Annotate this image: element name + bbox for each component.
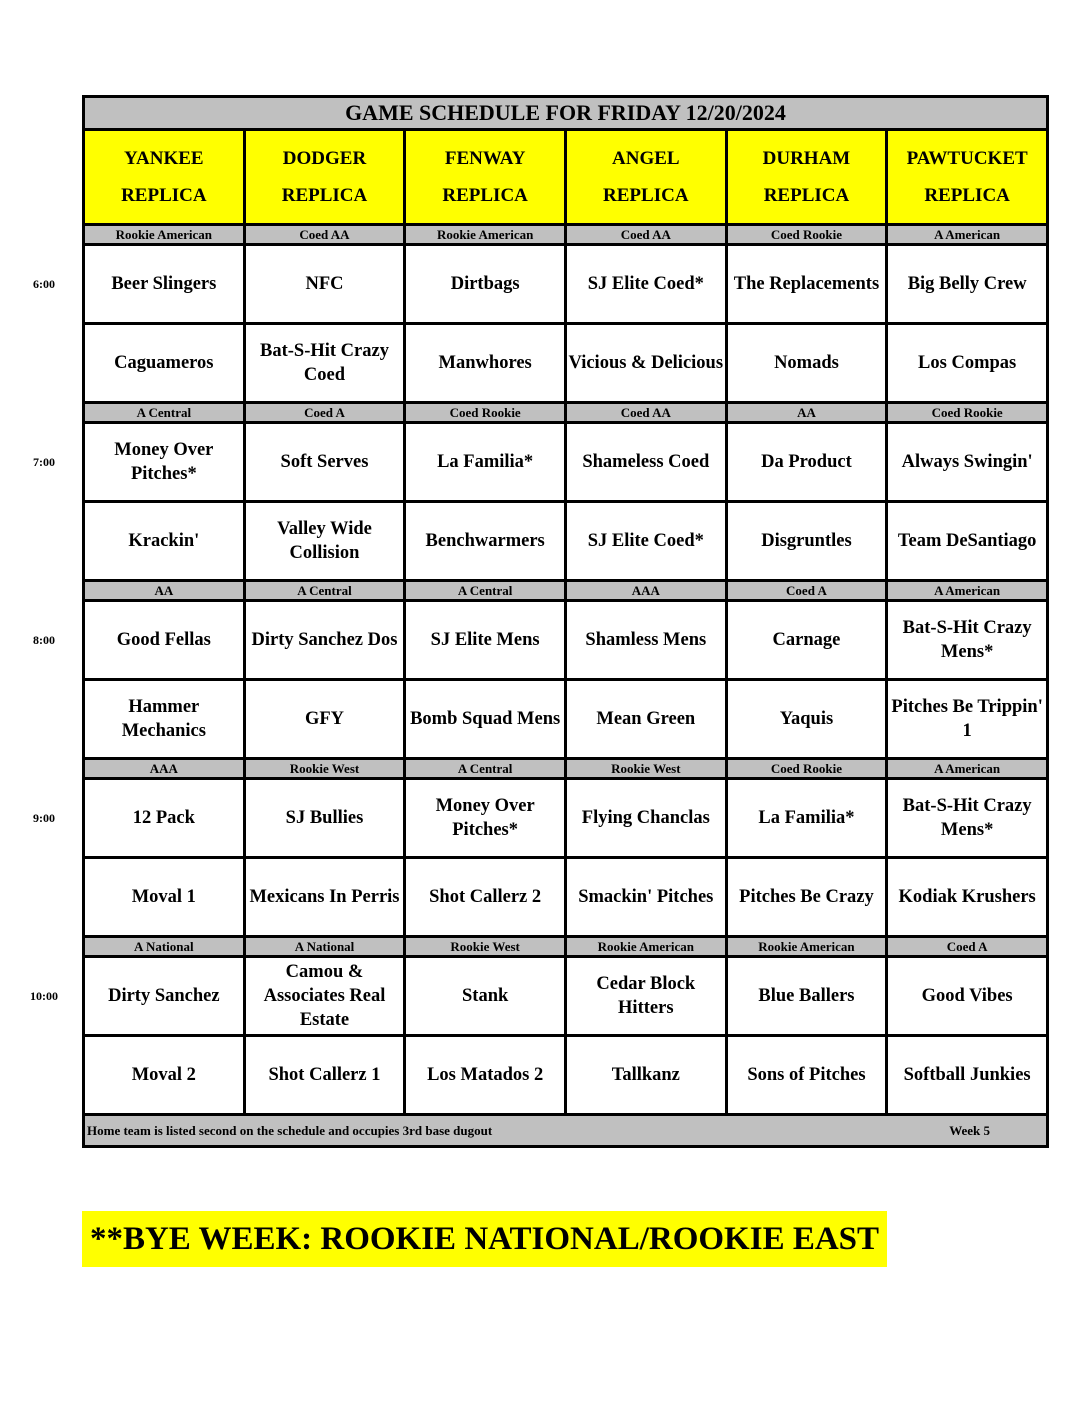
division-label: Rookie West: [244, 759, 405, 779]
home-team: Kodiak Krushers: [887, 858, 1048, 937]
division-label: Coed Rookie: [726, 225, 887, 245]
away-team: NFC: [244, 245, 405, 324]
division-label: Coed AA: [244, 225, 405, 245]
away-team: SJ Bullies: [244, 779, 405, 858]
field-header: [84, 130, 245, 225]
week-label: Week 5: [949, 1122, 990, 1138]
division-label: A Central: [244, 581, 405, 601]
field-name: PAWTUCKET: [906, 148, 1028, 169]
home-team: Mean Green: [565, 680, 726, 759]
away-team: Always Swingin': [887, 423, 1048, 502]
time-label: 6:00: [33, 277, 55, 291]
field-name: FENWAY: [444, 148, 526, 169]
division-label: Rookie American: [726, 937, 887, 957]
footer-cell: [84, 1115, 1048, 1147]
time-label: 7:00: [33, 455, 55, 469]
division-label: A Central: [84, 403, 245, 423]
time-label: 8:00: [33, 633, 55, 647]
division-label: Coed A: [726, 581, 887, 601]
home-team: SJ Elite Coed*: [565, 502, 726, 581]
home-team: Shot Callerz 1: [244, 1036, 405, 1115]
time-label: 9:00: [33, 811, 55, 825]
home-team: Smackin' Pitches: [565, 858, 726, 937]
home-team: Los Compas: [887, 324, 1048, 403]
away-team: Bat-S-Hit Crazy Mens*: [887, 779, 1048, 858]
away-team-row: [84, 957, 1048, 1036]
home-team: Moval 1: [84, 858, 245, 937]
home-team: Manwhores: [405, 324, 566, 403]
home-team: Moval 2: [84, 1036, 245, 1115]
division-row: [84, 225, 1048, 245]
home-team-row: [84, 1036, 1048, 1115]
time-label: 10:00: [30, 989, 58, 1003]
division-label: Rookie West: [405, 937, 566, 957]
away-team: 12 Pack: [84, 779, 245, 858]
away-team: Dirty Sanchez Dos: [244, 601, 405, 680]
away-team: Shamless Mens: [565, 601, 726, 680]
field-header: [887, 130, 1048, 225]
away-team-row: [84, 779, 1048, 858]
away-team-row: [84, 601, 1048, 680]
away-team: Money Over Pitches*: [84, 423, 245, 502]
away-team: The Replacements: [726, 245, 887, 324]
division-label: AA: [726, 403, 887, 423]
home-team: Valley Wide Collision: [244, 502, 405, 581]
field-header: [726, 130, 887, 225]
footer-note: Home team is listed second on the schedule and occupies 3rd base dugout: [87, 1122, 493, 1138]
away-team: Good Vibes: [887, 957, 1048, 1036]
away-team: Camou & Associates Real Estate: [244, 957, 405, 1036]
away-team: Cedar Block Hitters: [565, 957, 726, 1036]
away-team: Da Product: [726, 423, 887, 502]
home-team: Hammer Mechanics: [84, 680, 245, 759]
field-header: [405, 130, 566, 225]
away-team: Big Belly Crew: [887, 245, 1048, 324]
home-team-row: [84, 502, 1048, 581]
field-sub: REPLICA: [924, 185, 1010, 206]
division-label: Coed Rookie: [726, 759, 887, 779]
home-team: Vicious & Delicious: [565, 324, 726, 403]
away-team: SJ Elite Coed*: [565, 245, 726, 324]
page-title: GAME SCHEDULE FOR FRIDAY 12/20/2024: [84, 97, 1048, 130]
away-team: Shameless Coed: [565, 423, 726, 502]
division-label: AAA: [84, 759, 245, 779]
division-label: Rookie American: [565, 937, 726, 957]
home-team: Softball Junkies: [887, 1036, 1048, 1115]
home-team: Shot Callerz 2: [405, 858, 566, 937]
away-team: Beer Slingers: [84, 245, 245, 324]
field-sub: REPLICA: [603, 185, 689, 206]
home-team: Benchwarmers: [405, 502, 566, 581]
division-label: A National: [244, 937, 405, 957]
away-team: SJ Elite Mens: [405, 601, 566, 680]
division-label: Rookie American: [405, 225, 566, 245]
field-sub: REPLICA: [121, 185, 207, 206]
field-name: DURHAM: [762, 148, 851, 169]
division-label: AAA: [565, 581, 726, 601]
field-header: [565, 130, 726, 225]
away-team-row: [84, 423, 1048, 502]
home-team-row: [84, 324, 1048, 403]
home-team: Mexicans In Perris: [244, 858, 405, 937]
division-row: [84, 403, 1048, 423]
home-team: Yaquis: [726, 680, 887, 759]
away-team: Flying Chanclas: [565, 779, 726, 858]
home-team: Sons of Pitches: [726, 1036, 887, 1115]
division-label: Coed A: [244, 403, 405, 423]
away-team: Carnage: [726, 601, 887, 680]
field-name: ANGEL: [612, 148, 680, 169]
home-team: Tallkanz: [565, 1036, 726, 1115]
field-sub: REPLICA: [442, 185, 528, 206]
away-team: Money Over Pitches*: [405, 779, 566, 858]
division-label: AA: [84, 581, 245, 601]
home-team-row: [84, 858, 1048, 937]
home-team: Bat-S-Hit Crazy Coed: [244, 324, 405, 403]
home-team: Pitches Be Crazy: [726, 858, 887, 937]
division-label: A American: [887, 759, 1048, 779]
division-label: Coed AA: [565, 225, 726, 245]
away-team: La Familia*: [405, 423, 566, 502]
division-row: [84, 581, 1048, 601]
footer-row: [84, 1115, 1048, 1147]
away-team: Soft Serves: [244, 423, 405, 502]
away-team: Stank: [405, 957, 566, 1036]
field-name: YANKEE: [124, 148, 204, 169]
away-team: Blue Ballers: [726, 957, 887, 1036]
division-label: A National: [84, 937, 245, 957]
division-label: Rookie West: [565, 759, 726, 779]
field-name: DODGER: [282, 148, 367, 169]
division-label: Coed Rookie: [405, 403, 566, 423]
division-label: A Central: [405, 759, 566, 779]
division-label: Rookie American: [84, 225, 245, 245]
division-row: [84, 759, 1048, 779]
field-sub: REPLICA: [281, 185, 368, 206]
home-team: Krackin': [84, 502, 245, 581]
home-team: GFY: [244, 680, 405, 759]
home-team: Disgruntles: [726, 502, 887, 581]
field-header-row: [84, 130, 1048, 225]
division-row: [84, 937, 1048, 957]
home-team: Los Matados 2: [405, 1036, 566, 1115]
field-header: [244, 130, 405, 225]
away-team: La Familia*: [726, 779, 887, 858]
away-team: Good Fellas: [84, 601, 245, 680]
division-label: Coed AA: [565, 403, 726, 423]
division-label: Coed Rookie: [887, 403, 1048, 423]
home-team: Bomb Squad Mens: [405, 680, 566, 759]
division-label: Coed A: [887, 937, 1048, 957]
home-team-row: [84, 680, 1048, 759]
away-team-row: [84, 245, 1048, 324]
division-label: A Central: [405, 581, 566, 601]
home-team: Team DeSantiago: [887, 502, 1048, 581]
home-team: Pitches Be Trippin' 1: [887, 680, 1048, 759]
division-label: A American: [887, 581, 1048, 601]
home-team: Nomads: [726, 324, 887, 403]
away-team: Dirtbags: [405, 245, 566, 324]
field-sub: REPLICA: [763, 185, 850, 206]
title-row: [84, 97, 1048, 130]
division-label: A American: [887, 225, 1048, 245]
away-team: Dirty Sanchez: [84, 957, 245, 1036]
schedule-table: [82, 95, 1049, 1148]
bye-week-banner: **BYE WEEK: ROOKIE NATIONAL/ROOKIE EAST: [82, 1211, 887, 1267]
home-team: Caguameros: [84, 324, 245, 403]
away-team: Bat-S-Hit Crazy Mens*: [887, 601, 1048, 680]
